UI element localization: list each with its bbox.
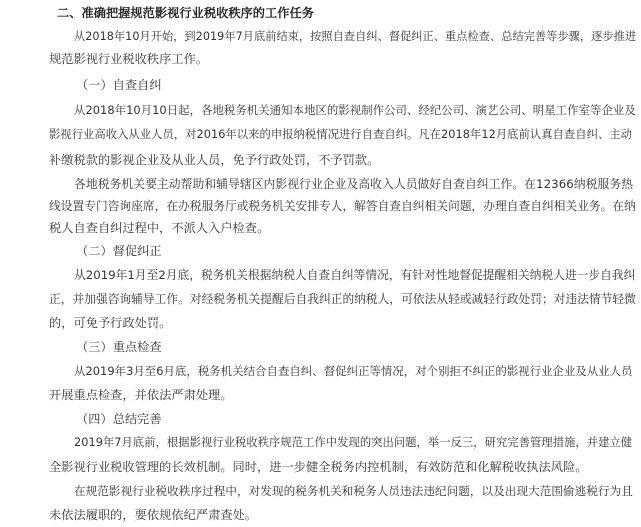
subsection-title-3: （三）重点检查 [76, 340, 162, 354]
s1-p2-line-3: 税人自查自纠过程中，不派人入户检查。 [49, 221, 270, 235]
subsection-title-1: （一）自查自纠 [76, 78, 162, 92]
s4-p1-line-2: 全影视行业税收管理的长效机制。同时，进一步健全税务内控机制，有效防范和化解税收执法风险。 [49, 460, 588, 474]
intro-line-1: 从2018年10月开始，到2019年7月底前结束，按照自查自纠、督促纠正、重点检查、总结完善等步骤，逐步推进 [74, 30, 637, 43]
s4-p1-line-1: 2019年7月底前，根据影视行业税收秩序规范工作中发现的突出问题，举一反三，研究完善管理措施，并建立健 [74, 436, 633, 449]
subsection-title-4: （四）总结完善 [76, 412, 162, 426]
intro-line-2: 规范影视行业税收秩序工作。 [49, 52, 209, 66]
s3-p1-line-1: 从2019年3月至6月底，税务机关结合自查自纠、督促纠正等情况，对个别拒不纠正的影视行业企业及从业人员 [74, 364, 633, 378]
s3-p1-line-2: 开展重点检查，并依法严肃处理。 [49, 388, 233, 402]
s4-p2-line-1: 在规范影视行业税收秩序过程中，对发现的税务机关和税务人员违法违纪问题，以及出现大范围偷逃税行为且 [74, 484, 633, 498]
s2-p1-line-2: 正，并加强咨询辅导工作。对经税务机关提醒后自我纠正的纳税人，可依法从轻或减轻行政处罚；对违法情节轻微 [49, 292, 636, 306]
subsection-title-2: （二）督促纠正 [76, 244, 162, 258]
s1-p1-line-2: 影视行业高收入从业人员，对2016年以来的申报纳税情况进行自查自纠。凡在2018年12月底前认真自查自纠、主动 [49, 128, 632, 141]
s1-p1-line-3: 补缴税款的影视企业及从业人员，免予行政处罚，不予罚款。 [49, 153, 380, 167]
s1-p1-line-1: 从2018年10月10日起，各地税务机关通知本地区的影视制作公司、经纪公司、演艺公司、明星工作室等企业及 [74, 103, 636, 117]
s4-p2-line-2: 未依法履职的，要依规依纪严肃查处。 [49, 508, 258, 522]
s1-p2-line-1: 各地税务机关要主动帮助和辅导辖区内影视行业企业及高收入人员做好自查自纠工作。在12366纳税服务热 [74, 177, 634, 191]
s1-p2-line-2: 线设置专门咨询座席，在办税服务厅或税务机关安排专人，解答自查自纠相关问题，办理自查自纠相关业务。在纳 [49, 199, 636, 213]
s2-p1-line-1: 从2019年1月至2月底，税务机关根据纳税人自查自纠等情况，有针对性地督促提醒相关纳税人进一步自我纠 [74, 268, 636, 282]
section-title: 二、准确把握规范影视行业税收秩序的工作任务 [57, 6, 314, 20]
s2-p1-line-3: 的，可免予行政处罚。 [49, 316, 172, 330]
